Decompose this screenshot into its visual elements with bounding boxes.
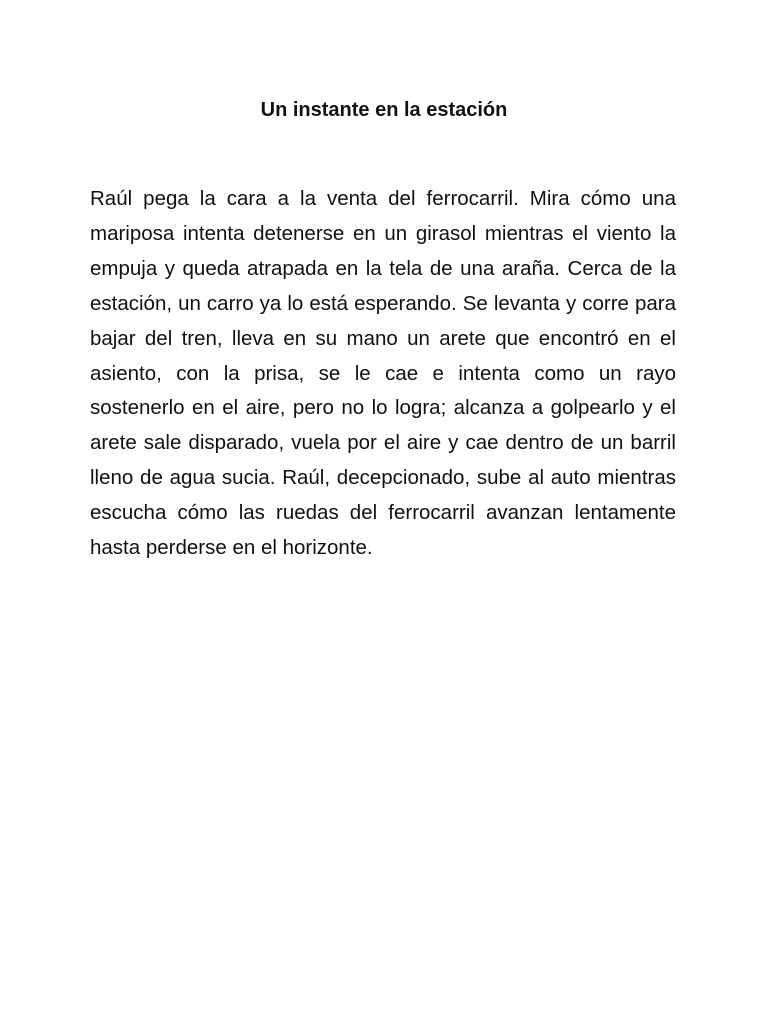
document-paragraph: Raúl pega la cara a la venta del ferrocarril. Mira cómo una mariposa intenta detenerse en un girasol mientras el viento la empuja y queda atrapada en la tela de una araña. Cerca de la estación, un carro ya lo está esperando. Se levanta y corre para bajar del tren, lleva en su mano un arete que encontró en el asiento, con la prisa, se le cae e intenta como un rayo sostenerlo en el aire, pero no lo logra; alcanza a golpearlo y el arete sale disparado, vuela por el aire y cae dentro de un barril lleno de agua sucia. Raúl, decepcionado, sube al auto mientras escucha cómo las ruedas del ferrocarril avanzan lentamente hasta perderse en el horizonte. bbox=[90, 187, 676, 560]
document-title: Un instante en la estación bbox=[260, 99, 508, 121]
